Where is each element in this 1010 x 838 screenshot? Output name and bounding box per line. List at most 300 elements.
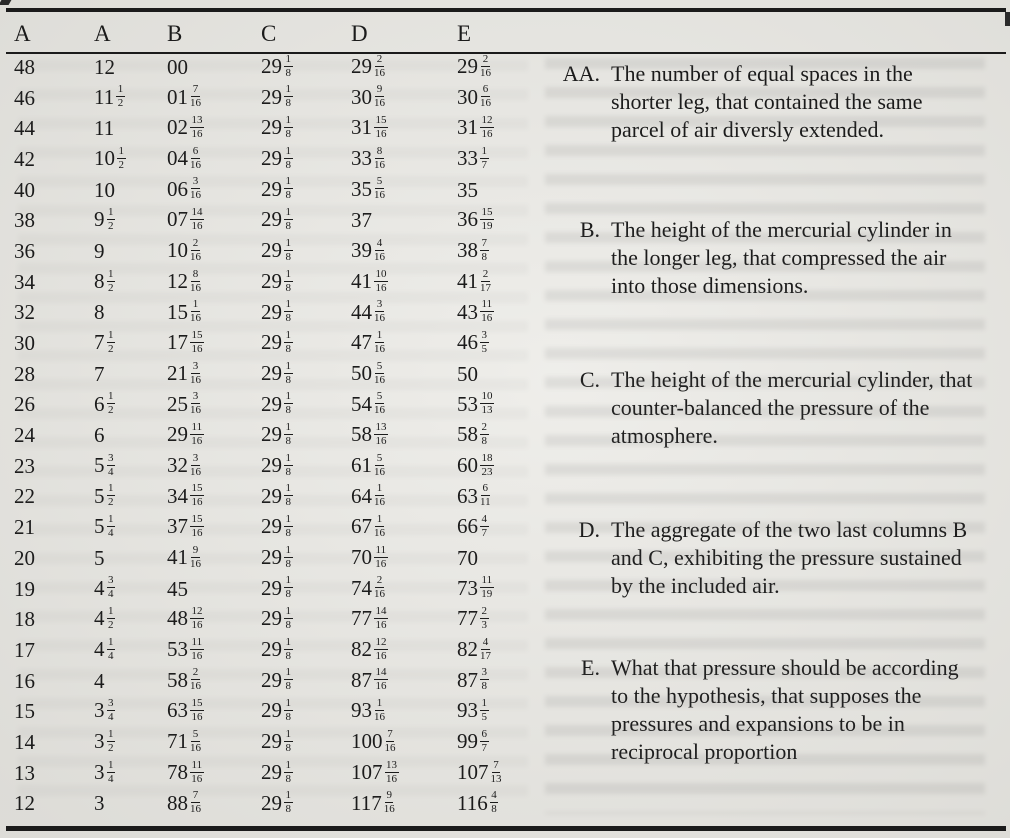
table-cell: 9 $\frac{1}{2}$ (94, 206, 114, 233)
table-cell: 3 $\frac{1}{2}$ (94, 727, 114, 754)
fraction: $\frac{8}{16}$ (190, 267, 201, 294)
fraction: $\frac{3}{16}$ (190, 359, 201, 386)
fraction: $\frac{14}{16}$ (375, 666, 387, 693)
table-cell: 40 (14, 177, 35, 202)
table-cell: 21 (14, 515, 35, 540)
table-cell: 99 $\frac{6}{7}$ (457, 727, 487, 754)
definition-label: AA. (562, 61, 600, 86)
table-cell: 41 $\frac{2}{17}$ (457, 267, 491, 294)
definition-b (548, 216, 973, 300)
table-cell: 30 (14, 331, 35, 356)
fraction: $\frac{1}{8}$ (285, 635, 291, 662)
fraction: $\frac{1}{8}$ (285, 543, 291, 570)
table-cell: 87 $\frac{3}{8}$ (457, 666, 487, 693)
table-cell: 29 $\frac{1}{8}$ (261, 697, 291, 724)
table-cell: 58 $\frac{2}{8}$ (457, 420, 487, 447)
table-cell: 116 $\frac{4}{8}$ (457, 789, 497, 816)
table-cell: 29 $\frac{1}{8}$ (261, 236, 291, 263)
fraction: $\frac{1}{2}$ (108, 267, 114, 294)
fraction: $\frac{1}{8}$ (285, 513, 291, 539)
definition-label: B. (579, 217, 600, 242)
fraction: $\frac{1}{16}$ (190, 298, 201, 325)
table-cell: 93 $\frac{1}{5}$ (457, 697, 487, 724)
table-cell: 63 $\frac{15}{16}$ (167, 697, 203, 724)
fraction: $\frac{1}{4}$ (108, 758, 114, 785)
table-cell: 29 $\frac{1}{8}$ (261, 789, 291, 816)
fraction: $\frac{6}{11}$ (480, 482, 491, 509)
table-cell: 10 $\frac{2}{16}$ (167, 236, 201, 263)
table-cell: 29 $\frac{1}{8}$ (261, 758, 291, 785)
table-cell: 3 (94, 791, 105, 816)
table-row (12, 635, 547, 666)
fraction: $\frac{1}{8}$ (285, 605, 291, 632)
table-cell: 29 $\frac{1}{8}$ (261, 175, 291, 202)
column-header: C (261, 21, 277, 46)
fraction: $\frac{2}{16}$ (190, 236, 201, 263)
table-cell: 39 $\frac{4}{16}$ (351, 236, 385, 263)
table-cell: 31 $\frac{15}{16}$ (351, 114, 387, 141)
definition-text: The number of equal spaces in the shorter leg, that contained the same parcel of air diversly extended. (611, 61, 923, 142)
fraction: $\frac{3}{16}$ (190, 175, 201, 202)
table-cell: 82 $\frac{12}{16}$ (351, 635, 387, 662)
fraction: $\frac{4}{16}$ (374, 236, 385, 263)
table-cell: 10 (94, 177, 115, 202)
fraction: $\frac{3}{4}$ (108, 697, 114, 724)
fraction: $\frac{12}{16}$ (481, 114, 493, 141)
fraction: $\frac{4}{8}$ (491, 789, 497, 816)
table-cell: 35 $\frac{5}{16}$ (351, 175, 385, 202)
table-cell: 22 (14, 484, 35, 509)
fraction: $\frac{11}{16}$ (191, 635, 203, 662)
table-body (12, 52, 547, 819)
table-cell: 13 (14, 760, 35, 785)
table-cell: 25 $\frac{3}{16}$ (167, 390, 201, 417)
table-cell: 67 $\frac{1}{16}$ (351, 513, 385, 539)
fraction: $\frac{1}{16}$ (374, 328, 385, 355)
definition-text: The aggregate of the two last columns B and C, exhibiting the pressure sustained by the included air. (611, 517, 968, 598)
table-cell: 29 $\frac{1}{8}$ (261, 328, 291, 355)
fraction: $\frac{1}{8}$ (285, 789, 291, 816)
table-cell: 29 $\frac{11}{16}$ (167, 420, 203, 447)
fraction: $\frac{1}{8}$ (285, 390, 291, 417)
table-cell: 107 $\frac{13}{16}$ (351, 758, 397, 785)
fraction: $\frac{2}{8}$ (481, 420, 487, 447)
fraction: $\frac{14}{16}$ (191, 206, 203, 233)
table-cell: 63 $\frac{6}{11}$ (457, 482, 491, 509)
table-cell: 73 $\frac{11}{19}$ (457, 574, 493, 601)
fraction: $\frac{2}{16}$ (374, 52, 385, 79)
table-cell: 29 $\frac{2}{16}$ (351, 52, 385, 79)
table-cell: 71 $\frac{5}{16}$ (167, 727, 201, 754)
table-row (12, 789, 547, 820)
fraction: $\frac{10}{16}$ (375, 267, 387, 294)
table-cell: 66 $\frac{4}{7}$ (457, 513, 487, 539)
fraction: $\frac{5}{16}$ (374, 390, 385, 417)
fraction: $\frac{1}{8}$ (285, 144, 291, 171)
definition-c (548, 366, 973, 450)
column-definitions (548, 0, 1004, 838)
definition-label: E. (581, 655, 600, 680)
table-row (12, 113, 547, 144)
table-cell: 4 $\frac{1}{2}$ (94, 605, 114, 632)
fraction: $\frac{7}{16}$ (190, 83, 201, 110)
fraction: $\frac{15}{16}$ (191, 328, 203, 355)
fraction: $\frac{13}{16}$ (375, 420, 387, 447)
table-row (12, 543, 547, 574)
table-cell: 33 $\frac{8}{16}$ (351, 144, 385, 171)
fraction: $\frac{8}{16}$ (374, 144, 385, 171)
fraction: $\frac{15}{16}$ (191, 697, 203, 724)
table-cell: 29 $\frac{1}{8}$ (261, 359, 291, 386)
table-cell: 47 $\frac{1}{16}$ (351, 328, 385, 355)
table-cell: 11 (94, 116, 115, 141)
table-cell: 29 $\frac{1}{8}$ (261, 267, 291, 294)
table-cell: 61 $\frac{5}{16}$ (351, 451, 385, 478)
table-cell: 29 $\frac{1}{8}$ (261, 635, 291, 662)
table-cell: 6 (94, 423, 105, 448)
table-cell: 38 $\frac{7}{8}$ (457, 236, 487, 263)
table-row (12, 175, 547, 206)
table-cell: 29 $\frac{1}{8}$ (261, 83, 291, 110)
table-row (12, 482, 547, 513)
table-cell: 70 $\frac{11}{16}$ (351, 543, 387, 570)
fraction: $\frac{5}{16}$ (374, 175, 385, 202)
table-cell: 4 $\frac{1}{4}$ (94, 635, 114, 662)
table-cell: 82 $\frac{4}{17}$ (457, 635, 491, 662)
fraction: $\frac{2}{16}$ (190, 666, 201, 693)
fraction: $\frac{12}{16}$ (375, 635, 387, 662)
scan-artifact (0, 0, 11, 5)
table-cell: 01 $\frac{7}{16}$ (167, 83, 201, 110)
fraction: $\frac{13}{16}$ (386, 758, 397, 785)
fraction: $\frac{1}{4}$ (108, 513, 114, 539)
fraction: $\frac{1}{8}$ (285, 52, 291, 79)
table-cell: 29 $\frac{1}{8}$ (261, 451, 291, 478)
table-cell: 4 (94, 668, 105, 693)
fraction: $\frac{1}{8}$ (285, 83, 291, 110)
table-cell: 26 (14, 392, 35, 417)
table-cell: 04 $\frac{6}{16}$ (167, 144, 201, 171)
column-header: A (14, 21, 31, 46)
fraction: $\frac{1}{7}$ (481, 144, 487, 171)
table-cell: 29 $\frac{1}{8}$ (261, 52, 291, 79)
definition-label: C. (579, 367, 600, 392)
fraction: $\frac{3}{16}$ (374, 298, 385, 325)
table-cell: 02 $\frac{13}{16}$ (167, 114, 203, 141)
fraction: $\frac{1}{8}$ (285, 298, 291, 325)
table-cell: 53 $\frac{10}{13}$ (457, 390, 493, 417)
table-cell: 46 $\frac{3}{5}$ (457, 328, 487, 355)
scan-artifact (1005, 12, 1010, 26)
fraction: $\frac{1}{8}$ (285, 420, 291, 447)
table-cell: 34 $\frac{15}{16}$ (167, 482, 203, 509)
table-cell: 29 $\frac{1}{8}$ (261, 574, 291, 601)
table-cell: 45 (167, 576, 188, 601)
definition-label: D. (578, 517, 600, 542)
table-cell: 42 (14, 146, 35, 171)
fraction: $\frac{7}{16}$ (384, 727, 396, 754)
table-cell: 18 (14, 607, 35, 632)
fraction: $\frac{2}{17}$ (480, 267, 491, 294)
definition-e (548, 654, 973, 766)
fraction: $\frac{6}{7}$ (481, 727, 487, 754)
fraction: $\frac{1}{16}$ (374, 697, 385, 724)
fraction: $\frac{11}{16}$ (481, 298, 493, 325)
table-cell: 29 $\frac{1}{8}$ (261, 727, 291, 754)
fraction: $\frac{3}{4}$ (108, 451, 114, 478)
table-cell: 117 $\frac{9}{16}$ (351, 789, 395, 816)
table-cell: 64 $\frac{1}{16}$ (351, 482, 385, 509)
table-header (12, 16, 547, 52)
table-cell: 29 $\frac{1}{8}$ (261, 605, 291, 632)
fraction: $\frac{1}{8}$ (285, 328, 291, 355)
fraction: $\frac{11}{19}$ (481, 574, 493, 601)
table-cell: 06 $\frac{3}{16}$ (167, 175, 201, 202)
table-cell: 7 (94, 361, 105, 386)
fraction: $\frac{13}{16}$ (191, 114, 203, 141)
fraction: $\frac{1}{2}$ (108, 390, 114, 417)
table-cell: 8 $\frac{1}{2}$ (94, 267, 114, 294)
table-row (12, 574, 547, 605)
table-cell: 28 (14, 361, 35, 386)
fraction: $\frac{5}{16}$ (374, 359, 385, 386)
fraction: $\frac{1}{8}$ (285, 236, 291, 263)
fraction: $\frac{1}{8}$ (285, 666, 291, 693)
fraction: $\frac{7}{13}$ (490, 758, 502, 785)
table-header-row (12, 16, 547, 52)
definition-text: The height of the mercurial cylinder, that counter-balanced the pressure of the atmosphere. (611, 367, 973, 448)
table-cell: 29 $\frac{1}{8}$ (261, 206, 291, 233)
fraction: $\frac{1}{8}$ (285, 697, 291, 724)
table-cell: 29 $\frac{1}{8}$ (261, 420, 291, 447)
table-cell: 70 (457, 545, 478, 570)
table-cell: 15 (14, 699, 35, 724)
table-cell: 8 (94, 300, 105, 325)
fraction: $\frac{7}{16}$ (190, 789, 201, 816)
table-cell: 29 $\frac{1}{8}$ (261, 114, 291, 141)
table-row (12, 205, 547, 236)
fraction: $\frac{1}{5}$ (481, 697, 487, 724)
table-cell: 34 (14, 269, 35, 294)
fraction: $\frac{2}{16}$ (374, 574, 385, 601)
fraction: $\frac{1}{2}$ (108, 605, 114, 632)
fraction: $\frac{6}{16}$ (480, 83, 491, 110)
table-row (12, 328, 547, 359)
table-cell: 00 (167, 54, 188, 79)
fraction: $\frac{1}{16}$ (374, 482, 385, 509)
table-cell: 48 (14, 54, 35, 79)
table-cell: 33 $\frac{1}{7}$ (457, 144, 487, 171)
fraction: $\frac{1}{2}$ (108, 482, 114, 509)
table-cell: 10 $\frac{1}{2}$ (94, 144, 124, 171)
fraction: $\frac{4}{17}$ (480, 635, 491, 662)
table-cell: 07 $\frac{14}{16}$ (167, 206, 203, 233)
definition-d (548, 516, 973, 600)
table-row (12, 359, 547, 390)
definition-aa (548, 60, 973, 144)
table-cell: 44 $\frac{3}{16}$ (351, 298, 385, 325)
table-cell: 36 (14, 238, 35, 263)
table-cell: 54 $\frac{5}{16}$ (351, 390, 385, 417)
table-row (12, 758, 547, 789)
fraction: $\frac{3}{16}$ (190, 390, 201, 417)
table-cell: 5 $\frac{3}{4}$ (94, 451, 114, 478)
table-cell: 87 $\frac{14}{16}$ (351, 666, 387, 693)
table-cell: 29 $\frac{1}{8}$ (261, 666, 291, 693)
fraction: $\frac{1}{16}$ (374, 513, 385, 539)
table-cell: 31 $\frac{12}{16}$ (457, 114, 493, 141)
fraction: $\frac{3}{16}$ (190, 451, 201, 478)
fraction: $\frac{10}{13}$ (481, 390, 493, 417)
fraction: $\frac{1}{2}$ (108, 328, 114, 355)
table-cell: 3 $\frac{3}{4}$ (94, 697, 114, 724)
table-row (12, 451, 547, 482)
fraction: $\frac{7}{8}$ (481, 236, 487, 263)
fraction: $\frac{1}{8}$ (285, 359, 291, 386)
table-row (12, 727, 547, 758)
fraction: $\frac{1}{8}$ (285, 114, 291, 141)
table-cell: 23 (14, 453, 35, 478)
table-cell: 30 $\frac{6}{16}$ (457, 83, 491, 110)
table-cell: 9 (94, 238, 105, 263)
definition-text: What that pressure should be according to the hypothesis, that supposes the pressures and expansions to be in reciprocal proportion (611, 655, 959, 764)
fraction: $\frac{5}{16}$ (190, 727, 201, 754)
table-cell: 41 $\frac{10}{16}$ (351, 267, 387, 294)
table-row (12, 420, 547, 451)
table-cell: 21 $\frac{3}{16}$ (167, 359, 201, 386)
table-cell: 46 (14, 85, 35, 110)
fraction: $\frac{11}{16}$ (191, 420, 203, 447)
table-cell: 60 $\frac{18}{23}$ (457, 451, 493, 478)
fraction: $\frac{9}{16}$ (383, 789, 395, 816)
table-cell: 58 $\frac{2}{16}$ (167, 666, 201, 693)
table-cell: 6 $\frac{1}{2}$ (94, 390, 114, 417)
fraction: $\frac{1}{8}$ (285, 482, 291, 509)
fraction: $\frac{15}{16}$ (191, 482, 203, 509)
table-cell: 37 (351, 208, 372, 233)
table-cell: 24 (14, 423, 35, 448)
table-cell: 29 $\frac{2}{16}$ (457, 52, 491, 79)
table-cell: 32 (14, 300, 35, 325)
fraction: $\frac{2}{3}$ (481, 605, 487, 632)
table-cell: 50 $\frac{5}{16}$ (351, 359, 385, 386)
fraction: $\frac{3}{5}$ (481, 328, 487, 355)
column-header: A (94, 21, 111, 46)
table-row (12, 666, 547, 697)
table-row (12, 83, 547, 114)
fraction: $\frac{11}{16}$ (375, 543, 387, 570)
table-cell: 44 (14, 116, 35, 141)
table-cell: 4 $\frac{3}{4}$ (94, 574, 114, 601)
fraction: $\frac{3}{4}$ (108, 574, 114, 601)
table-cell: 50 (457, 361, 478, 386)
fraction: $\frac{3}{8}$ (481, 666, 487, 693)
table-cell: 77 $\frac{2}{3}$ (457, 605, 487, 632)
table-cell: 43 $\frac{11}{16}$ (457, 298, 493, 325)
fraction: $\frac{1}{8}$ (285, 175, 291, 202)
table-cell: 58 $\frac{13}{16}$ (351, 420, 387, 447)
table-cell: 93 $\frac{1}{16}$ (351, 697, 385, 724)
fraction: $\frac{15}{16}$ (375, 114, 387, 141)
fraction: $\frac{1}{2}$ (108, 727, 114, 754)
fraction: $\frac{1}{8}$ (285, 206, 291, 233)
table-cell: 29 $\frac{1}{8}$ (261, 390, 291, 417)
fraction: $\frac{6}{16}$ (190, 144, 201, 171)
table-cell: 107 $\frac{7}{13}$ (457, 758, 502, 785)
fraction: $\frac{9}{16}$ (190, 543, 201, 570)
table-cell: 37 $\frac{15}{16}$ (167, 513, 203, 539)
fraction: $\frac{1}{2}$ (117, 83, 124, 110)
fraction: $\frac{1}{8}$ (285, 758, 291, 785)
column-header: B (167, 21, 183, 46)
table-cell: 12 (14, 791, 35, 816)
table-cell: 5 $\frac{1}{2}$ (94, 482, 114, 509)
table-row (12, 267, 547, 298)
table-cell: 77 $\frac{14}{16}$ (351, 605, 387, 632)
fraction: $\frac{1}{8}$ (285, 727, 291, 754)
fraction: $\frac{14}{16}$ (375, 605, 387, 632)
table-cell: 7 $\frac{1}{2}$ (94, 328, 114, 355)
table-cell: 12 $\frac{8}{16}$ (167, 267, 201, 294)
table-cell: 5 (94, 545, 105, 570)
definition-text: The height of the mercurial cylinder in the longer leg, that compressed the air into those dimensions. (611, 217, 952, 298)
table-row (12, 52, 547, 83)
column-header: D (351, 21, 368, 46)
table-cell: 38 (14, 208, 35, 233)
table-row (12, 236, 547, 267)
table-cell: 32 $\frac{3}{16}$ (167, 451, 201, 478)
fraction: $\frac{1}{8}$ (285, 451, 291, 478)
table-row (12, 696, 547, 727)
table-cell: 29 $\frac{1}{8}$ (261, 482, 291, 509)
table-cell: 17 (14, 637, 35, 662)
table-cell: 88 $\frac{7}{16}$ (167, 789, 201, 816)
table-cell: 35 (457, 177, 478, 202)
table-cell: 29 $\frac{1}{8}$ (261, 513, 291, 539)
table-cell: 12 (94, 54, 115, 79)
column-header: E (457, 21, 472, 46)
fraction: $\frac{4}{7}$ (481, 513, 487, 539)
table-row (12, 298, 547, 329)
table-row (12, 604, 547, 635)
table-cell: 74 $\frac{2}{16}$ (351, 574, 385, 601)
table-cell: 36 $\frac{15}{19}$ (457, 206, 493, 233)
fraction: $\frac{12}{16}$ (191, 605, 203, 632)
fraction: $\frac{15}{16}$ (191, 513, 203, 539)
table-row (12, 390, 547, 421)
table-cell: 30 $\frac{9}{16}$ (351, 83, 385, 110)
table-cell: 11 $\frac{1}{2}$ (94, 83, 124, 110)
table-cell: 41 $\frac{9}{16}$ (167, 543, 201, 570)
fraction: $\frac{1}{2}$ (118, 144, 124, 171)
table-cell: 3 $\frac{1}{4}$ (94, 758, 114, 785)
fraction: $\frac{1}{8}$ (285, 574, 291, 601)
table-cell: 29 $\frac{1}{8}$ (261, 144, 291, 171)
table-cell: 17 $\frac{15}{16}$ (167, 328, 203, 355)
table-cell: 29 $\frac{1}{8}$ (261, 543, 291, 570)
table-cell: 19 (14, 576, 35, 601)
fraction: $\frac{18}{23}$ (481, 451, 493, 478)
table-cell: 48 $\frac{12}{16}$ (167, 605, 203, 632)
table-cell: 5 $\frac{1}{4}$ (94, 513, 114, 539)
table-cell: 15 $\frac{1}{16}$ (167, 298, 201, 325)
table-cell: 29 $\frac{1}{8}$ (261, 298, 291, 325)
boyle-data-table (12, 16, 547, 819)
table-cell: 53 $\frac{11}{16}$ (167, 635, 203, 662)
fraction: $\frac{11}{16}$ (191, 758, 203, 785)
table-cell: 78 $\frac{11}{16}$ (167, 758, 203, 785)
fraction: $\frac{1}{4}$ (108, 635, 114, 662)
